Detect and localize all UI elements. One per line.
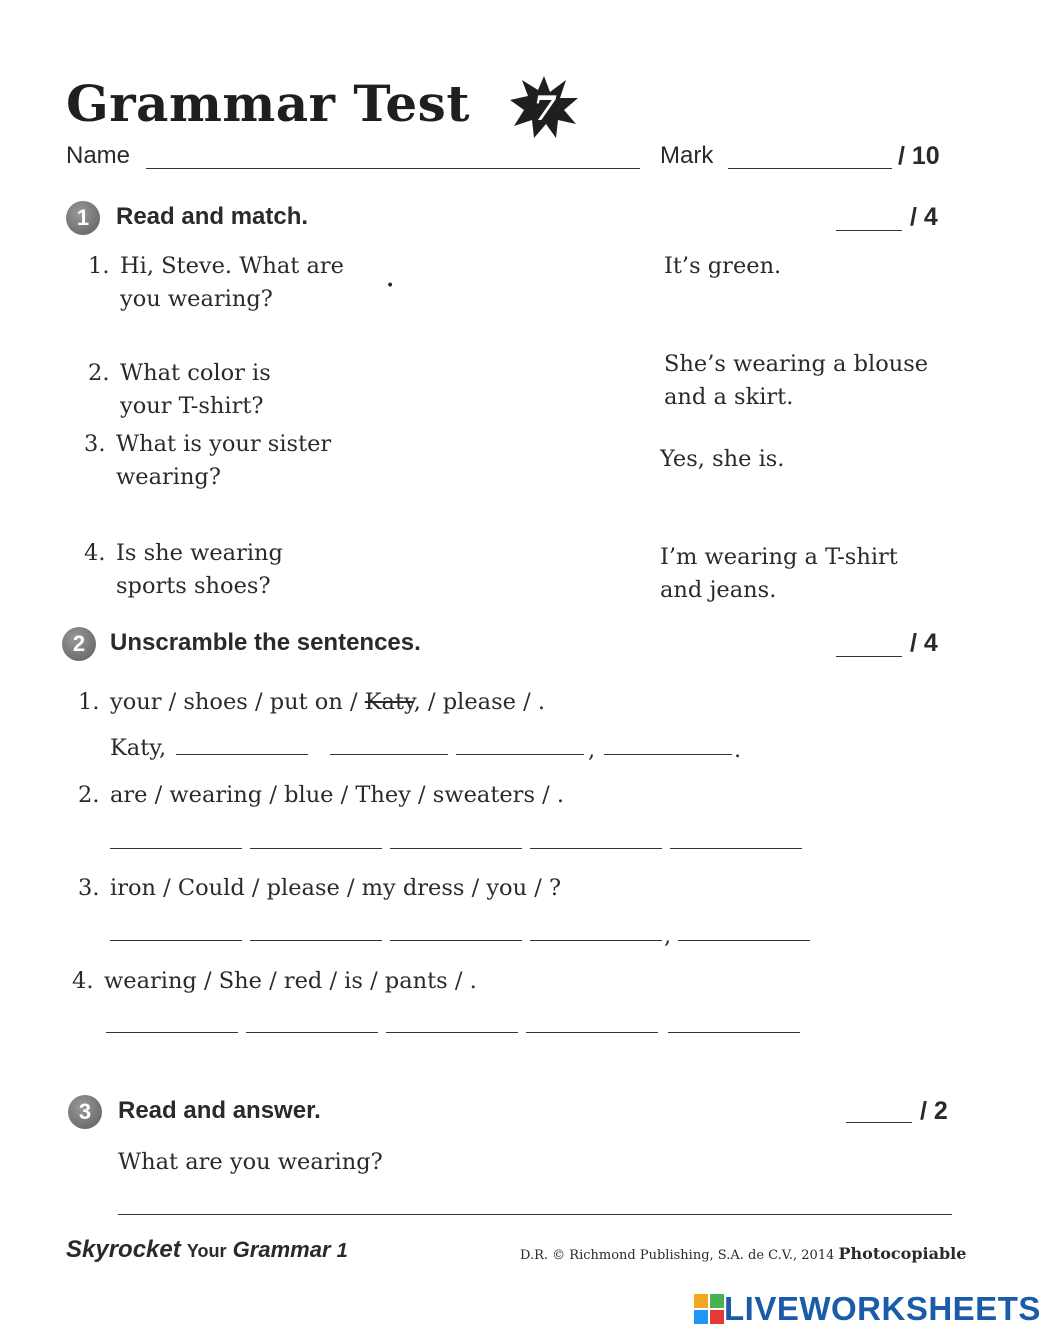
match-answer-2: She’s wearing a blouse and a skirt.	[664, 351, 929, 410]
liveworksheets-logo-icon	[694, 1294, 724, 1324]
answer-2-blank-1[interactable]	[110, 848, 242, 849]
unscramble-answer-1: Katy,	[110, 735, 167, 761]
match-question-4: 4. Is she wearing sports shoes?	[84, 540, 283, 599]
answer-3-blank-5[interactable]	[678, 940, 810, 941]
mark-total: / 10	[898, 142, 940, 170]
match-question-1: 1. Hi, Steve. What are you wearing?	[88, 253, 344, 312]
answer-3-comma: ,	[664, 923, 672, 949]
answer-1-blank-1[interactable]	[176, 754, 308, 755]
answer-1-comma: ,	[588, 737, 596, 763]
section-3-title: Read and answer.	[118, 1097, 321, 1124]
match-question-2: 2. What color is your T-shirt?	[88, 360, 271, 419]
section-1-score-line[interactable]	[836, 230, 902, 231]
answer-4-blank-5[interactable]	[668, 1032, 800, 1033]
section-2-badge: 2	[62, 627, 96, 661]
section-1-badge: 1	[66, 201, 100, 235]
answer-1-blank-4[interactable]	[604, 754, 732, 755]
section-2-title: Unscramble the sentences.	[110, 629, 421, 656]
brand-logo: Skyrocket Your Grammar 1	[66, 1236, 348, 1263]
answer-4-blank-1[interactable]	[106, 1032, 238, 1033]
section-3-answer-line[interactable]	[118, 1214, 952, 1215]
name-label: Name	[66, 142, 131, 169]
section-1-score: / 4	[910, 203, 938, 231]
test-number-starburst	[508, 74, 580, 140]
answer-2-blank-5[interactable]	[670, 848, 802, 849]
match-dot[interactable]: •	[386, 278, 395, 294]
unscramble-item-1: 1. your / shoes / put on / Katy, / please / .	[78, 689, 545, 715]
answer-2-blank-3[interactable]	[390, 848, 522, 849]
unscramble-item-4: 4. wearing / She / red / is / pants / .	[72, 968, 477, 994]
mark-label: Mark	[660, 142, 714, 169]
unscramble-item-2: 2. are / wearing / blue / They / sweaters / .	[78, 782, 565, 808]
answer-3-blank-2[interactable]	[250, 940, 382, 941]
answer-4-blank-2[interactable]	[246, 1032, 378, 1033]
photocopiable-label: Photocopiable	[838, 1244, 967, 1263]
answer-1-blank-3[interactable]	[456, 754, 584, 755]
answer-3-blank-1[interactable]	[110, 940, 242, 941]
name-input-line[interactable]	[146, 168, 640, 169]
page-title: Grammar Test	[66, 74, 470, 133]
section-3-score-line[interactable]	[846, 1122, 912, 1123]
answer-4-blank-3[interactable]	[386, 1032, 518, 1033]
section-2-score: / 4	[910, 629, 938, 657]
unscramble-item-3: 3. iron / Could / please / my dress / you / ?	[78, 875, 562, 901]
section-3-badge: 3	[68, 1095, 102, 1129]
answer-1-blank-2[interactable]	[330, 754, 448, 755]
match-answer-3: Yes, she is.	[660, 446, 785, 472]
match-answer-1: It’s green.	[664, 253, 782, 279]
answer-1-period: .	[734, 737, 742, 763]
test-number: 7	[533, 89, 557, 129]
mark-input-line[interactable]	[728, 168, 892, 169]
copyright-notice: D.R. © Richmond Publishing, S.A. de C.V., 2014 Photocopiable	[520, 1244, 967, 1263]
answer-2-blank-2[interactable]	[250, 848, 382, 849]
answer-3-blank-3[interactable]	[390, 940, 522, 941]
section-2-score-line[interactable]	[836, 656, 902, 657]
answer-2-blank-4[interactable]	[530, 848, 662, 849]
struck-word: Katy	[364, 689, 414, 715]
answer-4-blank-4[interactable]	[526, 1032, 658, 1033]
match-answer-4: I’m wearing a T-shirt and jeans.	[660, 544, 898, 603]
section-1-title: Read and match.	[116, 203, 309, 230]
section-3-score: / 2	[920, 1097, 948, 1125]
answer-3-blank-4[interactable]	[530, 940, 662, 941]
match-question-3: 3. What is your sister wearing?	[84, 431, 332, 490]
liveworksheets-watermark: LIVEWORKSHEETS	[724, 1290, 1041, 1327]
section-3-question: What are you wearing?	[118, 1149, 383, 1175]
